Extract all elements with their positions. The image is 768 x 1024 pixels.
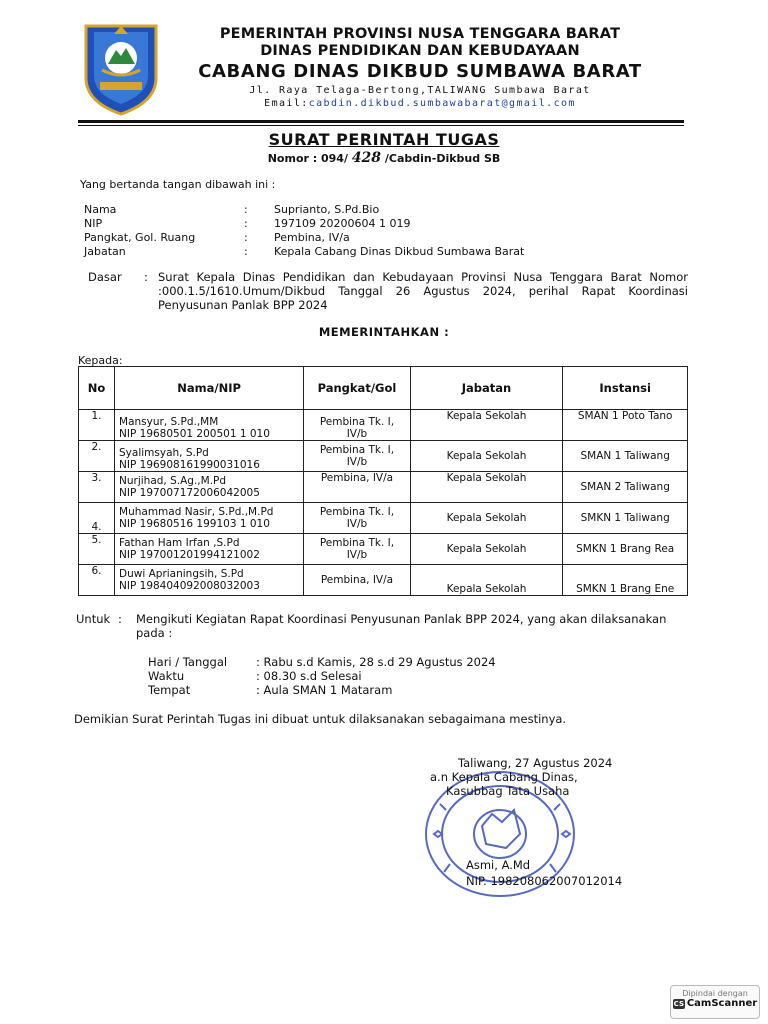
header-name: Nama/NIP (115, 367, 304, 410)
row-rank-line: IV/b (346, 549, 368, 561)
number-prefix: Nomor : 094/ (267, 152, 348, 165)
intro-text: Yang bertanda tangan dibawah ini : (80, 178, 276, 191)
table-row (79, 472, 688, 503)
row-name: Duwi Aprianingsih, S.Pd (119, 568, 244, 580)
row-nip: NIP 197001201994121002 (119, 549, 260, 561)
row-nip: NIP 19680516 199103 1 010 (119, 518, 270, 530)
signer-row: Nama : Suprianto, S.Pd.Bio (84, 203, 380, 216)
table-row (79, 410, 688, 441)
row-nip: NIP 198404092008032003 (119, 580, 260, 592)
row-position: Kepala Sekolah (410, 565, 563, 596)
signer-role: Kasubbag Tata Usaha (446, 784, 570, 798)
row-rank-line: Pembina, IV/a (320, 574, 394, 586)
signer-key: NIP (84, 217, 103, 230)
basis-text: Surat Kepala Dinas Pendidikan dan Kebudayaan Provinsi Nusa Tenggara Barat Nomor :000.1.5/1610.Umum/Dikbud Tanggal 26 Agustus 2024, perihal Rapat Koordinasi Penyusunan Panlak BPP 2024 (158, 270, 688, 312)
row-name: Syalimsyah, S.Pd (119, 447, 209, 459)
schedule-key: Tempat (148, 683, 191, 697)
signer-value: 197109 20200604 1 019 (274, 217, 411, 230)
purpose-text: Mengikuti Kegiatan Rapat Koordinasi Penyusunan Panlak BPP 2024, yang akan dilaksanakan pada : (136, 612, 667, 640)
row-rank-line: Pembina Tk. I, (319, 416, 395, 428)
handwritten-number: 428 (351, 150, 382, 166)
camscanner-badge (670, 985, 760, 1019)
row-name-nip (115, 410, 304, 441)
basis-section: Dasar : Surat Kepala Dinas Pendidikan dan Kebudayaan Provinsi Nusa Tenggara Barat Nomor :000.1.5/1610.Umum/Dikbud Tanggal 26 Agustus 2024, perihal Rapat Koordinasi Penyusunan Panlak BPP 2024 (88, 270, 688, 312)
provincial-emblem-logo (80, 22, 162, 116)
schedule-row (148, 683, 496, 697)
schedule-value: : Aula SMAN 1 Mataram (256, 683, 393, 697)
table-row (79, 534, 688, 565)
schedule-block (148, 655, 496, 697)
row-nip: NIP 197007172006042005 (119, 487, 260, 499)
row-rank-line: IV/b (346, 456, 368, 468)
row-institution: SMKN 1 Brang Ene (563, 565, 688, 596)
letterhead-rule-thin (78, 125, 684, 126)
row-no: 5. (79, 534, 115, 565)
signer-value: Suprianto, S.Pd.Bio (274, 203, 380, 216)
command-heading: MEMERINTAHKAN : (318, 325, 450, 339)
row-position: Kepala Sekolah (410, 503, 563, 534)
signer-row: NIP : 197109 20200604 1 019 (84, 217, 411, 230)
row-name: Fathan Ham Irfan ,S.Pd (119, 537, 240, 549)
row-position: Kepala Sekolah (410, 410, 563, 441)
row-rank-line: Pembina, IV/a (320, 472, 394, 484)
row-institution: SMKN 1 Taliwang (563, 503, 688, 534)
recipients-label: Kepada: (78, 354, 123, 367)
row-rank-line: IV/b (346, 518, 368, 530)
table-row (79, 565, 688, 596)
signer-identity (84, 203, 524, 259)
government-line: PEMERINTAH PROVINSI NUSA TENGGARA BARAT (219, 26, 621, 42)
letterhead-rule-thick (78, 120, 684, 123)
row-no: 4. (79, 503, 115, 534)
table-row (79, 441, 688, 472)
document-number (0, 150, 768, 166)
row-rank-line: Pembina Tk. I, (319, 537, 395, 549)
row-position: Kepala Sekolah (410, 472, 563, 503)
signer-row: Jabatan : Kepala Cabang Dinas Dikbud Sumbawa Barat (84, 245, 525, 258)
row-rank-line: Pembina Tk. I, (319, 444, 395, 456)
row-nip: NIP 196908161990031016 (119, 459, 260, 471)
purpose-label: Untuk (76, 612, 111, 626)
signer-key: Nama (84, 203, 117, 216)
row-rank (304, 410, 410, 441)
badge-caption: Dipindai dengan (682, 989, 748, 998)
row-no: 2. (79, 441, 115, 472)
schedule-value: : Rabu s.d Kamis, 28 s.d 29 Agustus 2024 (256, 655, 496, 669)
table-header-row (79, 367, 688, 410)
signer-value: Kepala Cabang Dinas Dikbud Sumbawa Barat (274, 245, 525, 258)
branch-office-line: CABANG DINAS DIKBUD SUMBAWA BARAT (198, 61, 642, 82)
row-rank (304, 441, 410, 472)
purpose-section: Untuk : Mengikuti Kegiatan Rapat Koordinasi Penyusunan Panlak BPP 2024, yang akan dilaksanakan pada : (76, 612, 696, 640)
row-institution: SMKN 1 Brang Rea (563, 534, 688, 565)
address-line: Jl. Raya Telaga-Bertong,TALIWANG Sumbawa Barat (249, 85, 591, 96)
header-no: No (79, 367, 115, 410)
badge-brand (671, 998, 759, 1009)
closing-text: Demikian Surat Perintah Tugas ini dibuat untuk dilaksanakan sebagaimana mestinya. (74, 712, 567, 726)
camscanner-icon: CS (673, 999, 684, 1008)
row-name: Nurjihad, S.Ag.,M.Pd (119, 475, 227, 487)
row-rank-line: Pembina Tk. I, (319, 506, 395, 518)
letterhead (170, 26, 670, 110)
document-title: SURAT PERINTAH TUGAS (268, 130, 500, 149)
row-rank (304, 472, 410, 503)
email-label: Email: (264, 98, 309, 109)
signer-key: Pangkat, Gol. Ruang (84, 231, 196, 244)
schedule-row (148, 655, 496, 669)
row-name-nip (115, 503, 304, 534)
header-position: Jabatan (410, 367, 563, 410)
row-name: Muhammad Nasir, S.Pd.,M.Pd (119, 506, 274, 518)
row-institution: SMAN 2 Taliwang (563, 472, 688, 503)
row-rank-line: IV/b (346, 428, 368, 440)
place-date: Taliwang, 27 Agustus 2024 (458, 756, 613, 770)
row-name-nip (115, 441, 304, 472)
row-position: Kepala Sekolah (410, 534, 563, 565)
badge-brand-label: CamScanner (686, 998, 758, 1009)
header-rank: Pangkat/Gol (304, 367, 410, 410)
row-rank (304, 534, 410, 565)
on-behalf-of: a.n Kepala Cabang Dinas, (430, 770, 578, 784)
row-name-nip (115, 472, 304, 503)
row-name: Mansyur, S.Pd.,MM (119, 416, 219, 428)
schedule-key: Waktu (148, 669, 185, 683)
row-institution: SMAN 1 Poto Tano (563, 410, 688, 441)
number-suffix: /Cabdin-Dikbud SB (384, 152, 501, 165)
table-row (79, 503, 688, 534)
signer-row: Pangkat, Gol. Ruang : Pembina, IV/a (84, 231, 350, 244)
assignees-table (78, 366, 688, 596)
signature-block (430, 756, 640, 888)
email-link[interactable]: cabdin.dikbud.sumbawabarat@gmail.com (308, 98, 576, 109)
signer-nip: NIP. 198208062007012014 (466, 874, 623, 888)
row-rank (304, 503, 410, 534)
signer-key: Jabatan (84, 245, 126, 258)
row-rank (304, 565, 410, 596)
row-no: 6. (79, 565, 115, 596)
schedule-value: : 08.30 s.d Selesai (256, 669, 362, 683)
row-no: 1. (79, 410, 115, 441)
schedule-row (148, 669, 496, 683)
signer-name: Asmi, A.Md (466, 858, 531, 872)
department-line: DINAS PENDIDIKAN DAN KEBUDAYAAN (260, 43, 580, 59)
header-institution: Instansi (563, 367, 688, 410)
row-name-nip (115, 534, 304, 565)
row-no: 3. (79, 472, 115, 503)
row-nip: NIP 19680501 200501 1 010 (119, 428, 270, 440)
row-name-nip (115, 565, 304, 596)
signer-value: Pembina, IV/a (274, 231, 350, 244)
email-line (170, 97, 670, 110)
basis-label: Dasar (88, 270, 122, 284)
row-institution: SMAN 1 Taliwang (563, 441, 688, 472)
schedule-key: Hari / Tanggal (148, 655, 228, 669)
row-position: Kepala Sekolah (410, 441, 563, 472)
